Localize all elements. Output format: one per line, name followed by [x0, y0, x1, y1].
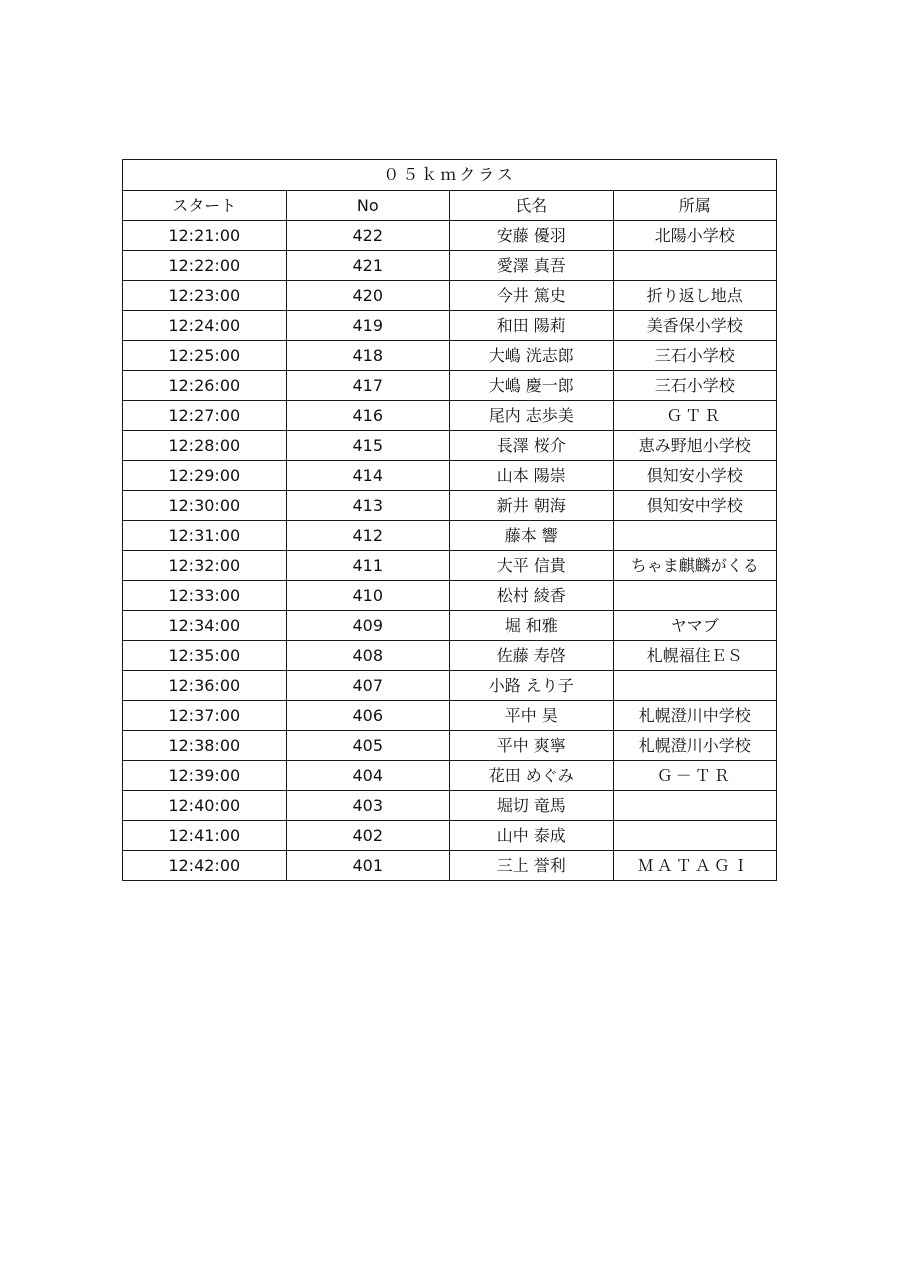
- affiliation-cell: ＧＴＲ: [613, 401, 777, 431]
- runner-name-cell: 藤本 響: [450, 521, 614, 551]
- affiliation-cell: ヤマブ: [613, 611, 777, 641]
- runner-name-cell: 今井 篤史: [450, 281, 614, 311]
- affiliation-cell: 倶知安小学校: [613, 461, 777, 491]
- runner-name-cell: 小路 えり子: [450, 671, 614, 701]
- runner-name-cell: 愛澤 真吾: [450, 251, 614, 281]
- runner-name-cell: 大嶋 慶一郎: [450, 371, 614, 401]
- affiliation-cell: 恵み野旭小学校: [613, 431, 777, 461]
- bib-number-cell: 408: [286, 641, 450, 671]
- table-row: [123, 791, 777, 821]
- bib-number-cell: 406: [286, 701, 450, 731]
- start-time-cell: 12:25:00: [123, 341, 287, 371]
- runner-name-cell: 平中 爽寧: [450, 731, 614, 761]
- table-row: [123, 281, 777, 311]
- bib-number-cell: 409: [286, 611, 450, 641]
- start-list-sheet: [122, 159, 777, 881]
- bib-number-cell: 415: [286, 431, 450, 461]
- affiliation-cell: 三石小学校: [613, 341, 777, 371]
- affiliation-cell: 札幌澄川小学校: [613, 731, 777, 761]
- start-time-cell: 12:42:00: [123, 851, 287, 881]
- bib-number-cell: 416: [286, 401, 450, 431]
- start-time-cell: 12:40:00: [123, 791, 287, 821]
- table-row: [123, 221, 777, 251]
- table-title-row: [123, 160, 777, 191]
- runner-name-cell: 山本 陽崇: [450, 461, 614, 491]
- header-start: スタート: [123, 191, 287, 221]
- start-time-cell: 12:38:00: [123, 731, 287, 761]
- table-row: [123, 641, 777, 671]
- start-time-cell: 12:31:00: [123, 521, 287, 551]
- bib-number-cell: 413: [286, 491, 450, 521]
- affiliation-cell: 北陽小学校: [613, 221, 777, 251]
- table-row: [123, 551, 777, 581]
- table-row: [123, 491, 777, 521]
- bib-number-cell: 405: [286, 731, 450, 761]
- table-row: [123, 821, 777, 851]
- start-time-cell: 12:37:00: [123, 701, 287, 731]
- bib-number-cell: 407: [286, 671, 450, 701]
- runner-name-cell: 和田 陽莉: [450, 311, 614, 341]
- affiliation-cell: 札幌福住ＥＳ: [613, 641, 777, 671]
- start-time-cell: 12:33:00: [123, 581, 287, 611]
- table-row: [123, 401, 777, 431]
- table-row: [123, 461, 777, 491]
- bib-number-cell: 421: [286, 251, 450, 281]
- start-time-cell: 12:32:00: [123, 551, 287, 581]
- bib-number-cell: 403: [286, 791, 450, 821]
- table-row: [123, 671, 777, 701]
- affiliation-cell: [613, 671, 777, 701]
- bib-number-cell: 411: [286, 551, 450, 581]
- table-row: [123, 311, 777, 341]
- bib-number-cell: 418: [286, 341, 450, 371]
- affiliation-cell: 倶知安中学校: [613, 491, 777, 521]
- start-time-cell: 12:41:00: [123, 821, 287, 851]
- table-row: [123, 851, 777, 881]
- start-time-cell: 12:28:00: [123, 431, 287, 461]
- bib-number-cell: 414: [286, 461, 450, 491]
- runner-name-cell: 大嶋 洸志郎: [450, 341, 614, 371]
- affiliation-cell: ＭＡＴＡＧＩ: [613, 851, 777, 881]
- bib-number-cell: 417: [286, 371, 450, 401]
- runner-name-cell: 佐藤 寿啓: [450, 641, 614, 671]
- runner-name-cell: 平中 昊: [450, 701, 614, 731]
- affiliation-cell: ちゃま麒麟がくる: [613, 551, 777, 581]
- table-row: [123, 581, 777, 611]
- runner-name-cell: 安藤 優羽: [450, 221, 614, 251]
- affiliation-cell: [613, 581, 777, 611]
- start-list-table: [122, 159, 777, 881]
- start-time-cell: 12:36:00: [123, 671, 287, 701]
- table-row: [123, 521, 777, 551]
- runner-name-cell: 長澤 桜介: [450, 431, 614, 461]
- runner-name-cell: 堀切 竜馬: [450, 791, 614, 821]
- table-row: [123, 611, 777, 641]
- runner-name-cell: 三上 誉利: [450, 851, 614, 881]
- start-time-cell: 12:30:00: [123, 491, 287, 521]
- bib-number-cell: 419: [286, 311, 450, 341]
- table-row: [123, 341, 777, 371]
- affiliation-cell: 折り返し地点: [613, 281, 777, 311]
- start-time-cell: 12:34:00: [123, 611, 287, 641]
- start-time-cell: 12:23:00: [123, 281, 287, 311]
- table-row: [123, 431, 777, 461]
- table-row: [123, 761, 777, 791]
- runner-name-cell: 松村 綾香: [450, 581, 614, 611]
- bib-number-cell: 402: [286, 821, 450, 851]
- affiliation-cell: 美香保小学校: [613, 311, 777, 341]
- affiliation-cell: [613, 251, 777, 281]
- runner-name-cell: 堀 和雅: [450, 611, 614, 641]
- start-time-cell: 12:39:00: [123, 761, 287, 791]
- start-time-cell: 12:29:00: [123, 461, 287, 491]
- start-time-cell: 12:26:00: [123, 371, 287, 401]
- bib-number-cell: 401: [286, 851, 450, 881]
- table-row: [123, 731, 777, 761]
- header-no: No: [286, 191, 450, 221]
- table-title: ０５ｋｍクラス: [123, 160, 777, 191]
- affiliation-cell: Ｇ－ＴＲ: [613, 761, 777, 791]
- bib-number-cell: 410: [286, 581, 450, 611]
- affiliation-cell: [613, 521, 777, 551]
- runner-name-cell: 花田 めぐみ: [450, 761, 614, 791]
- start-time-cell: 12:22:00: [123, 251, 287, 281]
- runner-name-cell: 山中 泰成: [450, 821, 614, 851]
- table-header-row: [123, 191, 777, 221]
- header-affiliation: 所属: [613, 191, 777, 221]
- affiliation-cell: 札幌澄川中学校: [613, 701, 777, 731]
- table-row: [123, 251, 777, 281]
- table-row: [123, 701, 777, 731]
- start-time-cell: 12:27:00: [123, 401, 287, 431]
- runner-name-cell: 大平 信貴: [450, 551, 614, 581]
- bib-number-cell: 412: [286, 521, 450, 551]
- bib-number-cell: 404: [286, 761, 450, 791]
- start-time-cell: 12:21:00: [123, 221, 287, 251]
- table-row: [123, 371, 777, 401]
- affiliation-cell: [613, 821, 777, 851]
- header-name: 氏名: [450, 191, 614, 221]
- runner-name-cell: 尾内 志歩美: [450, 401, 614, 431]
- affiliation-cell: 三石小学校: [613, 371, 777, 401]
- bib-number-cell: 420: [286, 281, 450, 311]
- bib-number-cell: 422: [286, 221, 450, 251]
- start-time-cell: 12:35:00: [123, 641, 287, 671]
- runner-name-cell: 新井 朝海: [450, 491, 614, 521]
- affiliation-cell: [613, 791, 777, 821]
- start-time-cell: 12:24:00: [123, 311, 287, 341]
